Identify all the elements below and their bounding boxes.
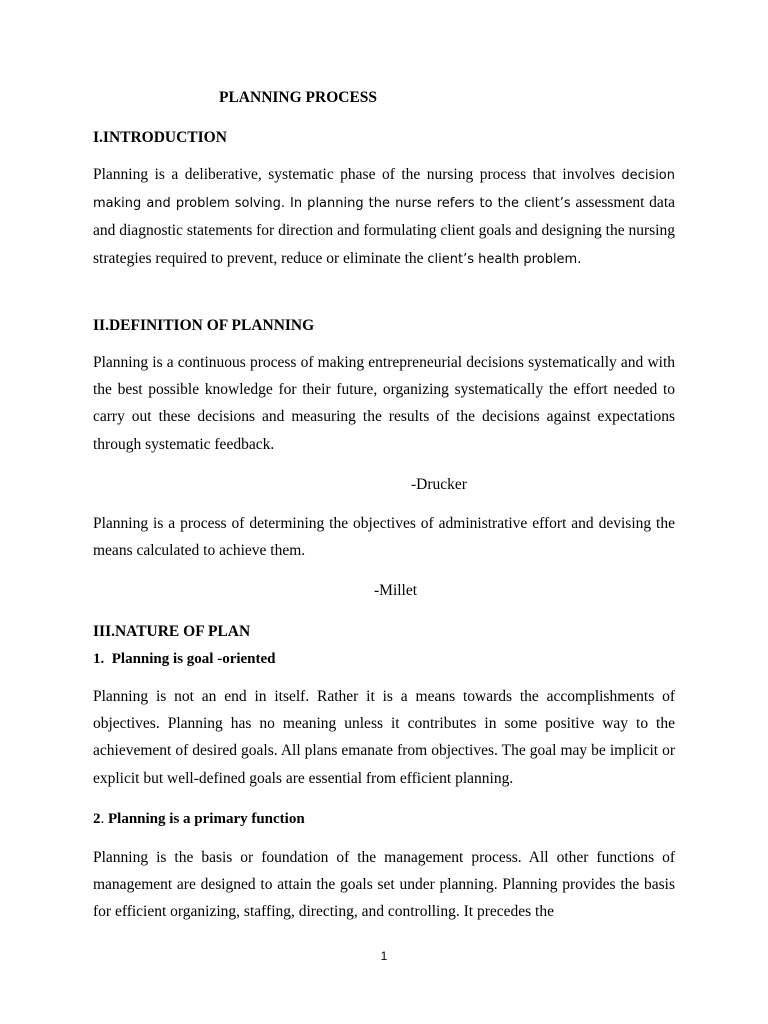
nature-item-1-number: 1. bbox=[93, 651, 105, 667]
section-heading-definition: II.DEFINITION OF PLANNING bbox=[93, 317, 315, 334]
attribution-millet: -Millet bbox=[374, 582, 418, 599]
section-heading-introduction: I.INTRODUCTION bbox=[93, 129, 227, 146]
nature-item-2-heading bbox=[93, 809, 675, 829]
introduction-text-part3: assessment data and diagnostic statements for direction and formulating client goals and designing the nursing strategies required to prevent, reduce or eliminate the bbox=[93, 194, 676, 267]
nature-item-1-text: Planning is not an end in itself. Rather it is a means towards the accomplishments of objectives. Planning has no meaning unless it contributes in some positive way to the achievement of desired goals. All plans emanate from objectives. The goal may be implicit or explicit but well-defined goals are essential from efficient planning. bbox=[93, 688, 675, 787]
nature-item-1-title: Planning is goal -oriented bbox=[111, 651, 276, 667]
section-heading-nature: III.NATURE OF PLAN bbox=[93, 623, 251, 640]
nature-item-2-text: Planning is the basis or foundation of the management process. All other functions of management are designed to attain the goals set under planning. Planning provides the basis for efficient organizing, staffing, directing, and controlling. It precedes the bbox=[93, 849, 675, 921]
introduction-text-part2: decision making and problem solving. In planning the nurse refers to the client’s bbox=[93, 168, 675, 212]
nature-item-2-separator: . bbox=[100, 811, 105, 827]
document-title: PLANNING PROCESS bbox=[219, 89, 378, 106]
introduction-paragraph bbox=[93, 161, 675, 273]
definition-quote-drucker: Planning is a continuous process of making entrepreneurial decisions systematically and with the best possible knowledge for their future, organizing systematically the effort needed to carry out these decisions and measuring the results of the decisions against expectations through systematic feedback. bbox=[93, 354, 675, 453]
introduction-text-part4: client’s health problem. bbox=[427, 251, 582, 267]
nature-item-1-heading bbox=[93, 649, 675, 669]
introduction-text-part1: Planning is a deliberative, systematic phase of the nursing process that involves bbox=[93, 166, 622, 183]
attribution-drucker: -Drucker bbox=[411, 476, 467, 493]
nature-item-2-number: 2 bbox=[93, 811, 101, 827]
nature-item-2-title: Planning is a primary function bbox=[108, 811, 305, 827]
page-number: 1 bbox=[380, 949, 388, 963]
definition-quote-millet: Planning is a process of determining the objectives of administrative effort and devising the means calculated to achieve them. bbox=[93, 515, 675, 560]
